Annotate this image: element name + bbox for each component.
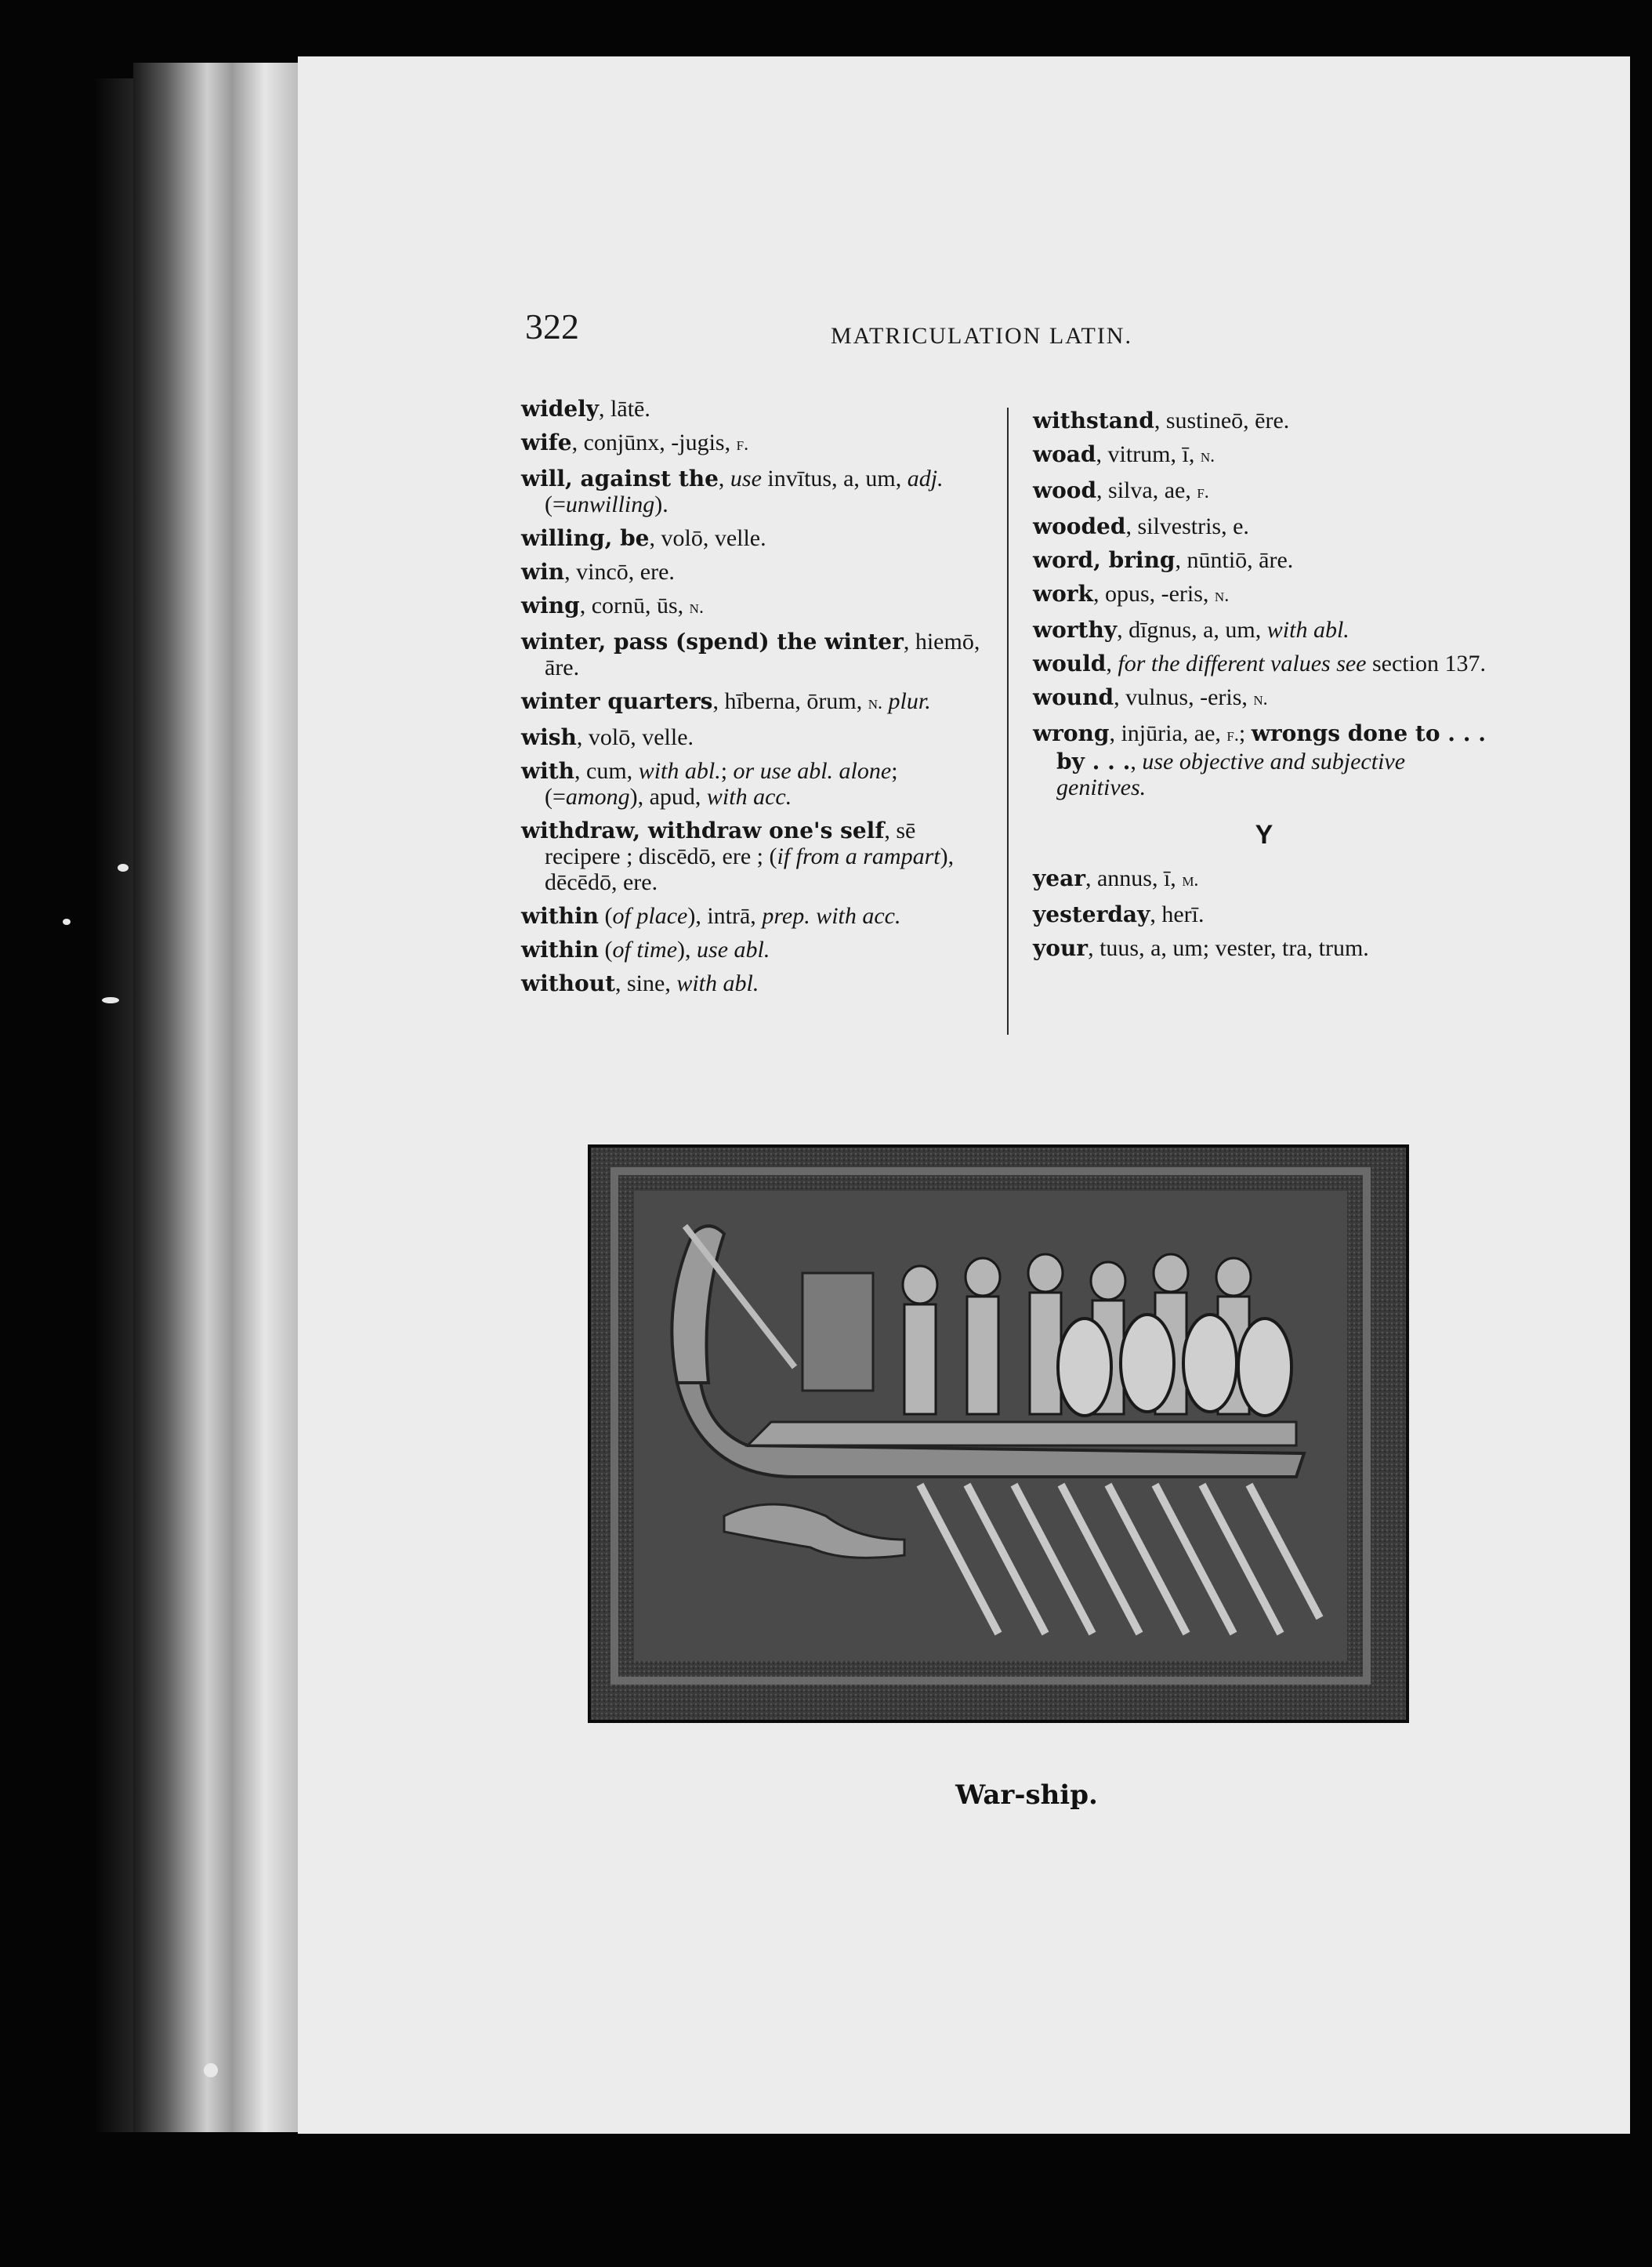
- scan-speck: [102, 997, 119, 1003]
- book-page-edges: [133, 63, 298, 2132]
- dictionary-entry: would, for the different values see section 137.: [1033, 651, 1486, 676]
- dictionary-entry: your, tuus, a, um; vester, tra, trum.: [1033, 935, 1369, 961]
- dictionary-entry: year, annus, ī, m.: [1033, 865, 1199, 891]
- dictionary-entry: wound, vulnus, -eris, n.: [1033, 684, 1268, 710]
- dictionary-entry: work, opus, -eris, n.: [1033, 581, 1230, 607]
- dictionary-entry: willing, be, volō, velle.: [521, 525, 766, 551]
- scan-speck: [63, 919, 71, 925]
- page-number: 322: [525, 306, 579, 346]
- column-divider: [1007, 408, 1009, 1035]
- warship-relief-figure: [588, 1144, 1409, 1723]
- page-header: [525, 306, 1207, 353]
- scan-speck: [118, 864, 129, 872]
- dictionary-entry: word, bring, nūntiō, āre.: [1033, 547, 1294, 573]
- running-head: MATRICULATION LATIN.: [831, 323, 1132, 349]
- book-page: [298, 56, 1630, 2134]
- ship-tower: [802, 1273, 873, 1391]
- dictionary-entry: wife, conjūnx, -jugis, f.: [521, 430, 749, 455]
- dictionary-entry: within (of place), intrā, prep. with acc.: [521, 903, 901, 929]
- dictionary-entry: winter, pass (spend) the winter, hiemō, āre.: [521, 629, 980, 680]
- dictionary-entry: wrong, injūria, ae, f.; wrongs done to . . . by . . ., use objective and subjective genitives.: [1033, 720, 1486, 800]
- dictionary-entry: worthy, dīgnus, a, um, with abl.: [1033, 617, 1349, 643]
- dictionary-entry: with, cum, with abl.; or use abl. alone; (=among), apud, with acc.: [521, 758, 898, 810]
- dictionary-entry: yesterday, herī.: [1033, 901, 1205, 927]
- dictionary-entry: without, sine, with abl.: [521, 970, 759, 996]
- dictionary-entry: widely, lātē.: [521, 396, 650, 422]
- ship-deck: [748, 1422, 1296, 1445]
- dictionary-entry: win, vincō, ere.: [521, 559, 675, 585]
- scan-speck: [204, 2063, 218, 2077]
- dictionary-entry: will, against the, use invītus, a, um, adj. (=unwilling).: [521, 466, 944, 517]
- dictionary-entry: withdraw, withdraw one's self, sē recipere ; discēdō, ere ; (if from a rampart), dēcēdō, ere.: [521, 818, 955, 895]
- left-column: [521, 396, 984, 1004]
- section-letter-heading: Y: [1255, 820, 1273, 850]
- dictionary-entry: wing, cornū, ūs, n.: [521, 593, 704, 618]
- dictionary-entry: withstand, sustineō, ēre.: [1033, 408, 1290, 433]
- dictionary-entry: within (of time), use abl.: [521, 937, 770, 963]
- dictionary-entry: winter quarters, hīberna, ōrum, n. plur.: [521, 688, 931, 714]
- dictionary-entry: wooded, silvestris, e.: [1033, 513, 1249, 539]
- right-column: [1033, 408, 1495, 969]
- dictionary-entry: wish, volō, velle.: [521, 724, 694, 750]
- warship-illustration: [591, 1148, 1406, 1720]
- dictionary-entry: woad, vitrum, ī, n.: [1033, 441, 1215, 467]
- dictionary-entry: wood, silva, ae, f.: [1033, 477, 1209, 503]
- figure-caption: War-ship.: [955, 1779, 1098, 1811]
